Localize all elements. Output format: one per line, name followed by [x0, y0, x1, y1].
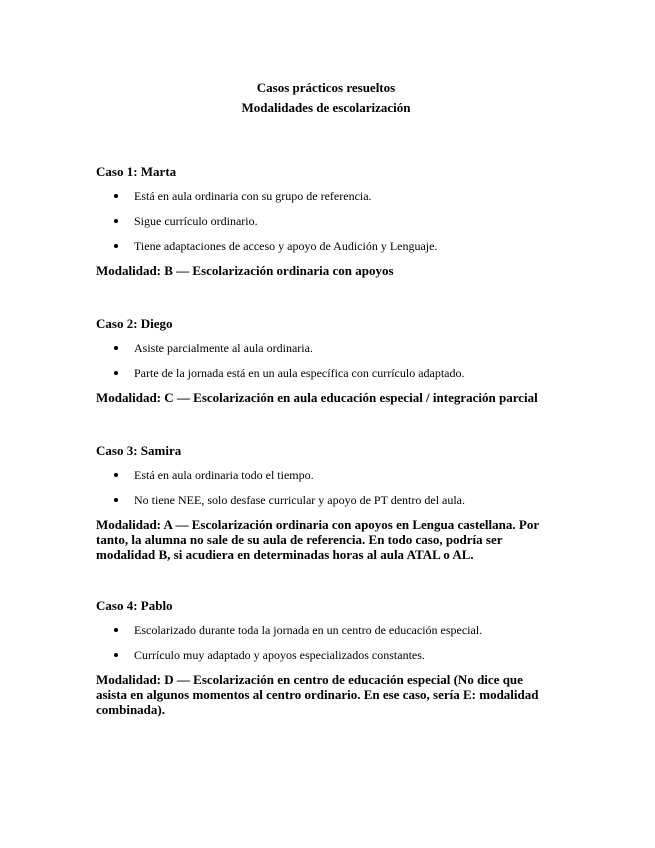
- bullet-icon: [114, 194, 118, 198]
- list-item: Sigue currículo ordinario.: [96, 213, 556, 229]
- case-heading: Caso 3: Samira: [96, 443, 182, 458]
- title-line-1: Casos prácticos resueltos: [256, 80, 396, 95]
- case-heading: Caso 4: Pablo: [96, 598, 173, 613]
- bullet-icon: [114, 653, 118, 657]
- case-modalidad: Modalidad: B — Escolarización ordinaria con apoyos: [96, 263, 394, 278]
- list-item: Escolarizado durante toda la jornada en un centro de educación especial.: [96, 622, 556, 638]
- case-1: [96, 164, 556, 278]
- title-line-2: Modalidades de escolarización: [241, 100, 411, 115]
- bullet-icon: [114, 473, 118, 477]
- list-item: Está en aula ordinaria con su grupo de referencia.: [96, 188, 556, 204]
- case-2: [96, 316, 556, 405]
- list-item: Currículo muy adaptado y apoyos especializados constantes.: [96, 647, 556, 663]
- list-item: Parte de la jornada está en un aula específica con currículo adaptado.: [96, 365, 556, 381]
- document-title: [96, 78, 556, 118]
- bullet-icon: [114, 244, 118, 248]
- document-page: [96, 78, 556, 717]
- bullet-icon: [114, 498, 118, 502]
- list-item: No tiene NEE, solo desfase curricular y apoyo de PT dentro del aula.: [96, 492, 556, 508]
- case-modalidad: Modalidad: C — Escolarización en aula educación especial / integración parcial: [96, 390, 538, 405]
- bullet-icon: [114, 628, 118, 632]
- case-heading: Caso 1: Marta: [96, 164, 177, 179]
- case-bullets: [96, 622, 556, 663]
- list-item: Asiste parcialmente al aula ordinaria.: [96, 340, 556, 356]
- case-3: [96, 443, 556, 562]
- list-item: Tiene adaptaciones de acceso y apoyo de Audición y Lenguaje.: [96, 238, 556, 254]
- case-heading: Caso 2: Diego: [96, 316, 173, 331]
- bullet-icon: [114, 346, 118, 350]
- case-modalidad: Modalidad: A — Escolarización ordinaria con apoyos en Lengua castellana. Por tanto, la alumna no sale de su aula de referencia. En todo caso, podría ser modalidad B, si acudiera en determinadas horas al aula ATAL o AL.: [96, 517, 539, 562]
- bullet-icon: [114, 219, 118, 223]
- case-modalidad: Modalidad: D — Escolarización en centro de educación especial (No dice que asista en algunos momentos al centro ordinario. En ese caso, sería E: modalidad combinada).: [96, 672, 539, 717]
- case-bullets: [96, 188, 556, 254]
- case-bullets: [96, 467, 556, 508]
- case-4: [96, 598, 556, 717]
- bullet-icon: [114, 371, 118, 375]
- list-item: Está en aula ordinaria todo el tiempo.: [96, 467, 556, 483]
- case-bullets: [96, 340, 556, 381]
